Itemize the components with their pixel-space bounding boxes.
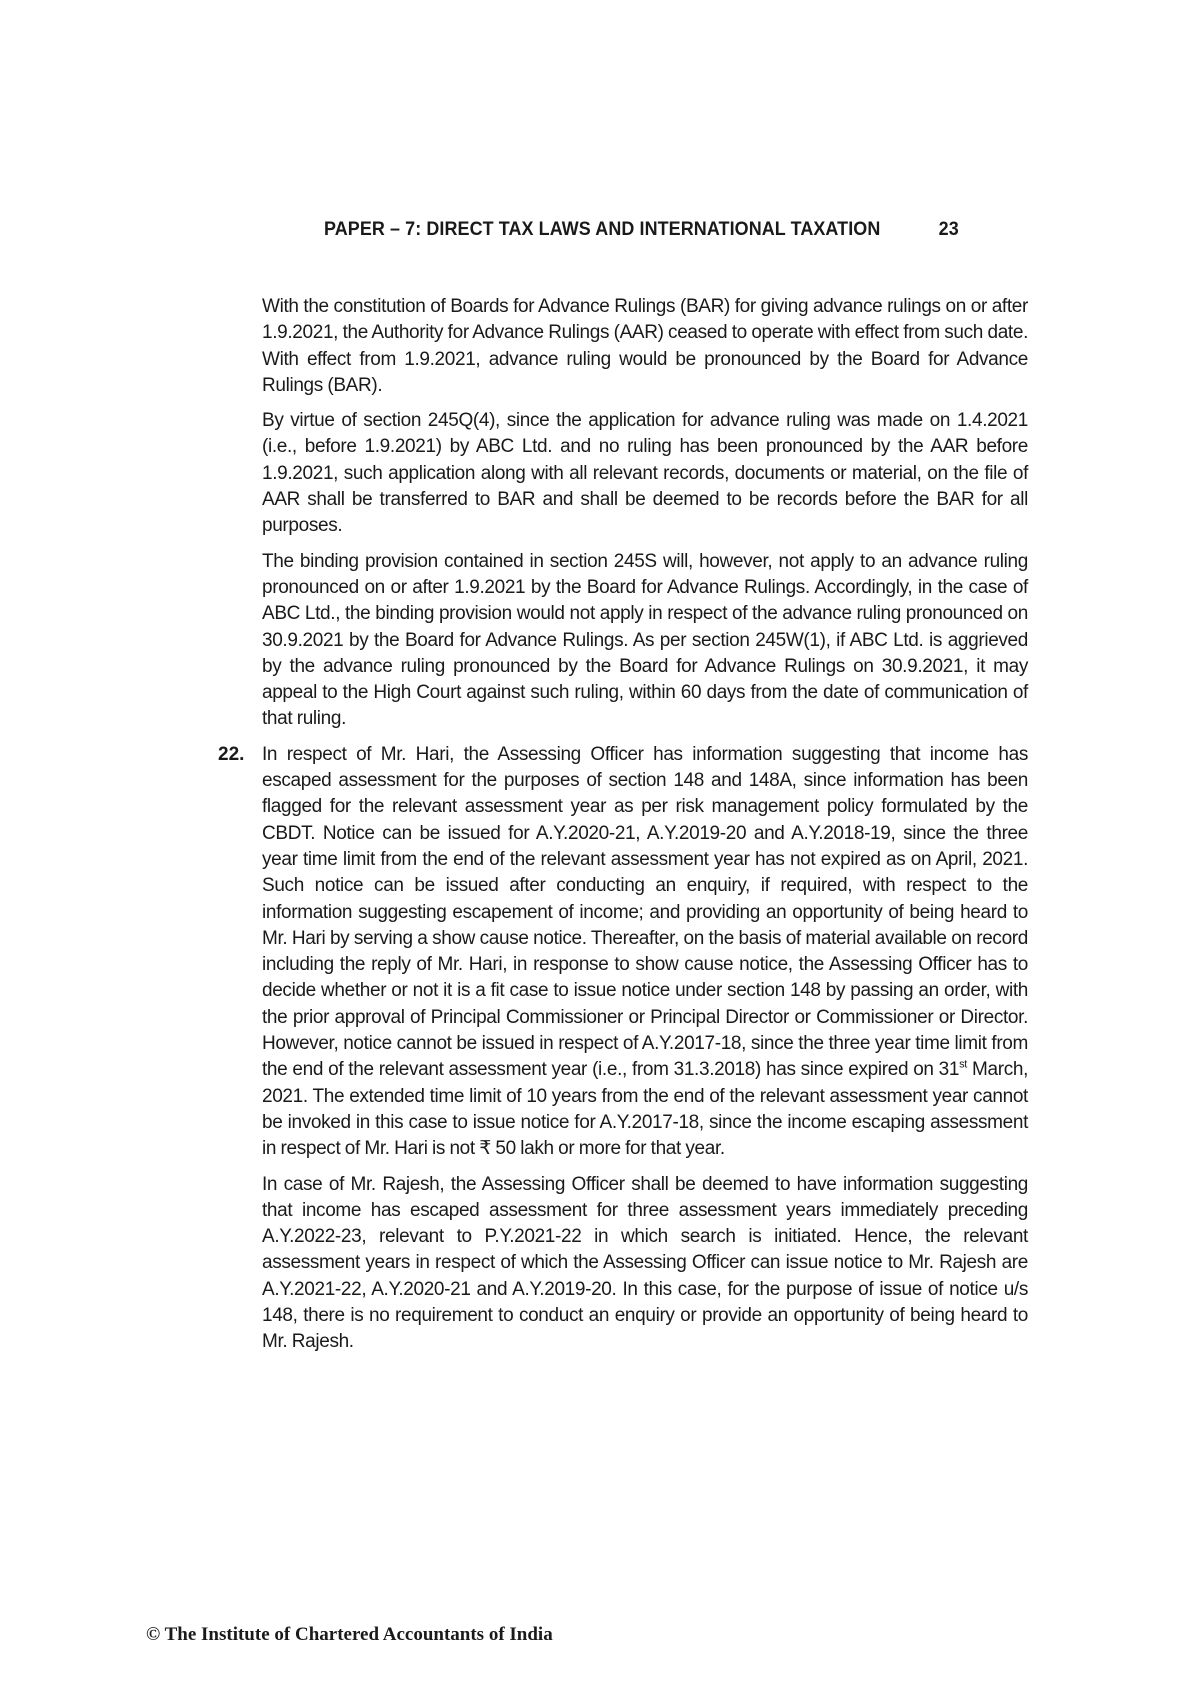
- mr-hari-text-part1: In respect of Mr. Hari, the Assessing Officer has information suggesting that income has escaped assessment for the purposes of section 148 and 148A, since information has been flagged for the relevant assessment year as per risk management policy formulated by the CBDT. Notice can be issued for A.Y.2020-21, A.Y.2019-20 and A.Y.2018-19, since the three year time limit from the end of the relevant assessment year has not expired as on April, 2021. Such notice can be issued after conducting an enquiry, if required, with respect to the information suggesting escapement of income; and providing an opportunity of being heard to Mr. Hari by serving a show cause notice. Thereafter, on the basis of material available on record including the reply of Mr. Hari, in response to show cause notice, the Assessing Officer has to decide whether or not it is a fit case to issue notice under section 148 by passing an order, with the prior approval of Principal Commissioner or Principal Director or Commissioner or Director. However, notice cannot be issued in respect of A.Y.2017-18, since the three year time limit from the end of the relevant assessment year (i.e., from 31.3.2018) has since expired on 31: [262, 743, 1028, 1081]
- paragraph-mr-hari: [262, 742, 1028, 1163]
- page-number: 23: [938, 218, 959, 240]
- paragraph-bar-constitution: With the constitution of Boards for Advance Rulings (BAR) for giving advance rulings on or after 1.9.2021, the Authority for Advance Rulings (AAR) ceased to operate with effect from such date. With effect from 1.9.2021, advance ruling would be pronounced by the Board for Advance Rulings (BAR).: [262, 296, 1028, 396]
- body-text: [218, 294, 1028, 1365]
- paragraph-mr-rajesh: In case of Mr. Rajesh, the Assessing Officer shall be deemed to have information suggesting that income has escaped assessment for three assessment years immediately preceding A.Y.2022-23, relevant to P.Y.2021-22 in which search is initiated. Hence, the relevant assessment years in respect of which the Assessing Officer can issue notice to Mr. Rajesh are A.Y.2021-22, A.Y.2020-21 and A.Y.2019-20. In this case, for the purpose of issue of notice u/s 148, there is no requirement to conduct an enquiry or provide an opportunity of being heard to Mr. Rajesh.: [262, 1173, 1028, 1353]
- paragraph-section-245q: By virtue of section 245Q(4), since the application for advance ruling was made on 1.4.2021 (i.e., before 1.9.2021) by ABC Ltd. and no ruling has been pronounced by the AAR before 1.9.2021, such application along with all relevant records, documents or material, on the file of AAR shall be transferred to BAR and shall be deemed to be records before the BAR for all purposes.: [262, 410, 1028, 537]
- paragraph-binding-provision: The binding provision contained in section 245S will, however, not apply to an advance ruling pronounced on or after 1.9.2021 by the Board for Advance Rulings. Accordingly, in the case of ABC Ltd., the binding provision would not apply in respect of the advance ruling pronounced on 30.9.2021 by the Board for Advance Rulings. As per section 245W(1), if ABC Ltd. is aggrieved by the advance ruling pronounced by the Board for Advance Rulings on 30.9.2021, it may appeal to the High Court against such ruling, within 60 days from the date of communication of that ruling.: [262, 550, 1028, 730]
- paper-title: PAPER – 7: DIRECT TAX LAWS AND INTERNATIONAL TAXATION: [324, 218, 881, 240]
- question-22: [218, 742, 1028, 1356]
- question-number: 22.: [218, 743, 245, 765]
- footer-copyright: © The Institute of Chartered Accountants of India: [146, 1624, 553, 1645]
- mr-hari-text-part2: March, 2021. The extended time limit of 10 years from the end of the relevant assessment year cannot be invoked in this case to issue notice for A.Y.2017-18, since the income escaping assessment in respect of Mr. Hari is not ₹ 50 lakh or more for that year.: [262, 1059, 1028, 1160]
- ordinal-superscript: st: [959, 1058, 967, 1071]
